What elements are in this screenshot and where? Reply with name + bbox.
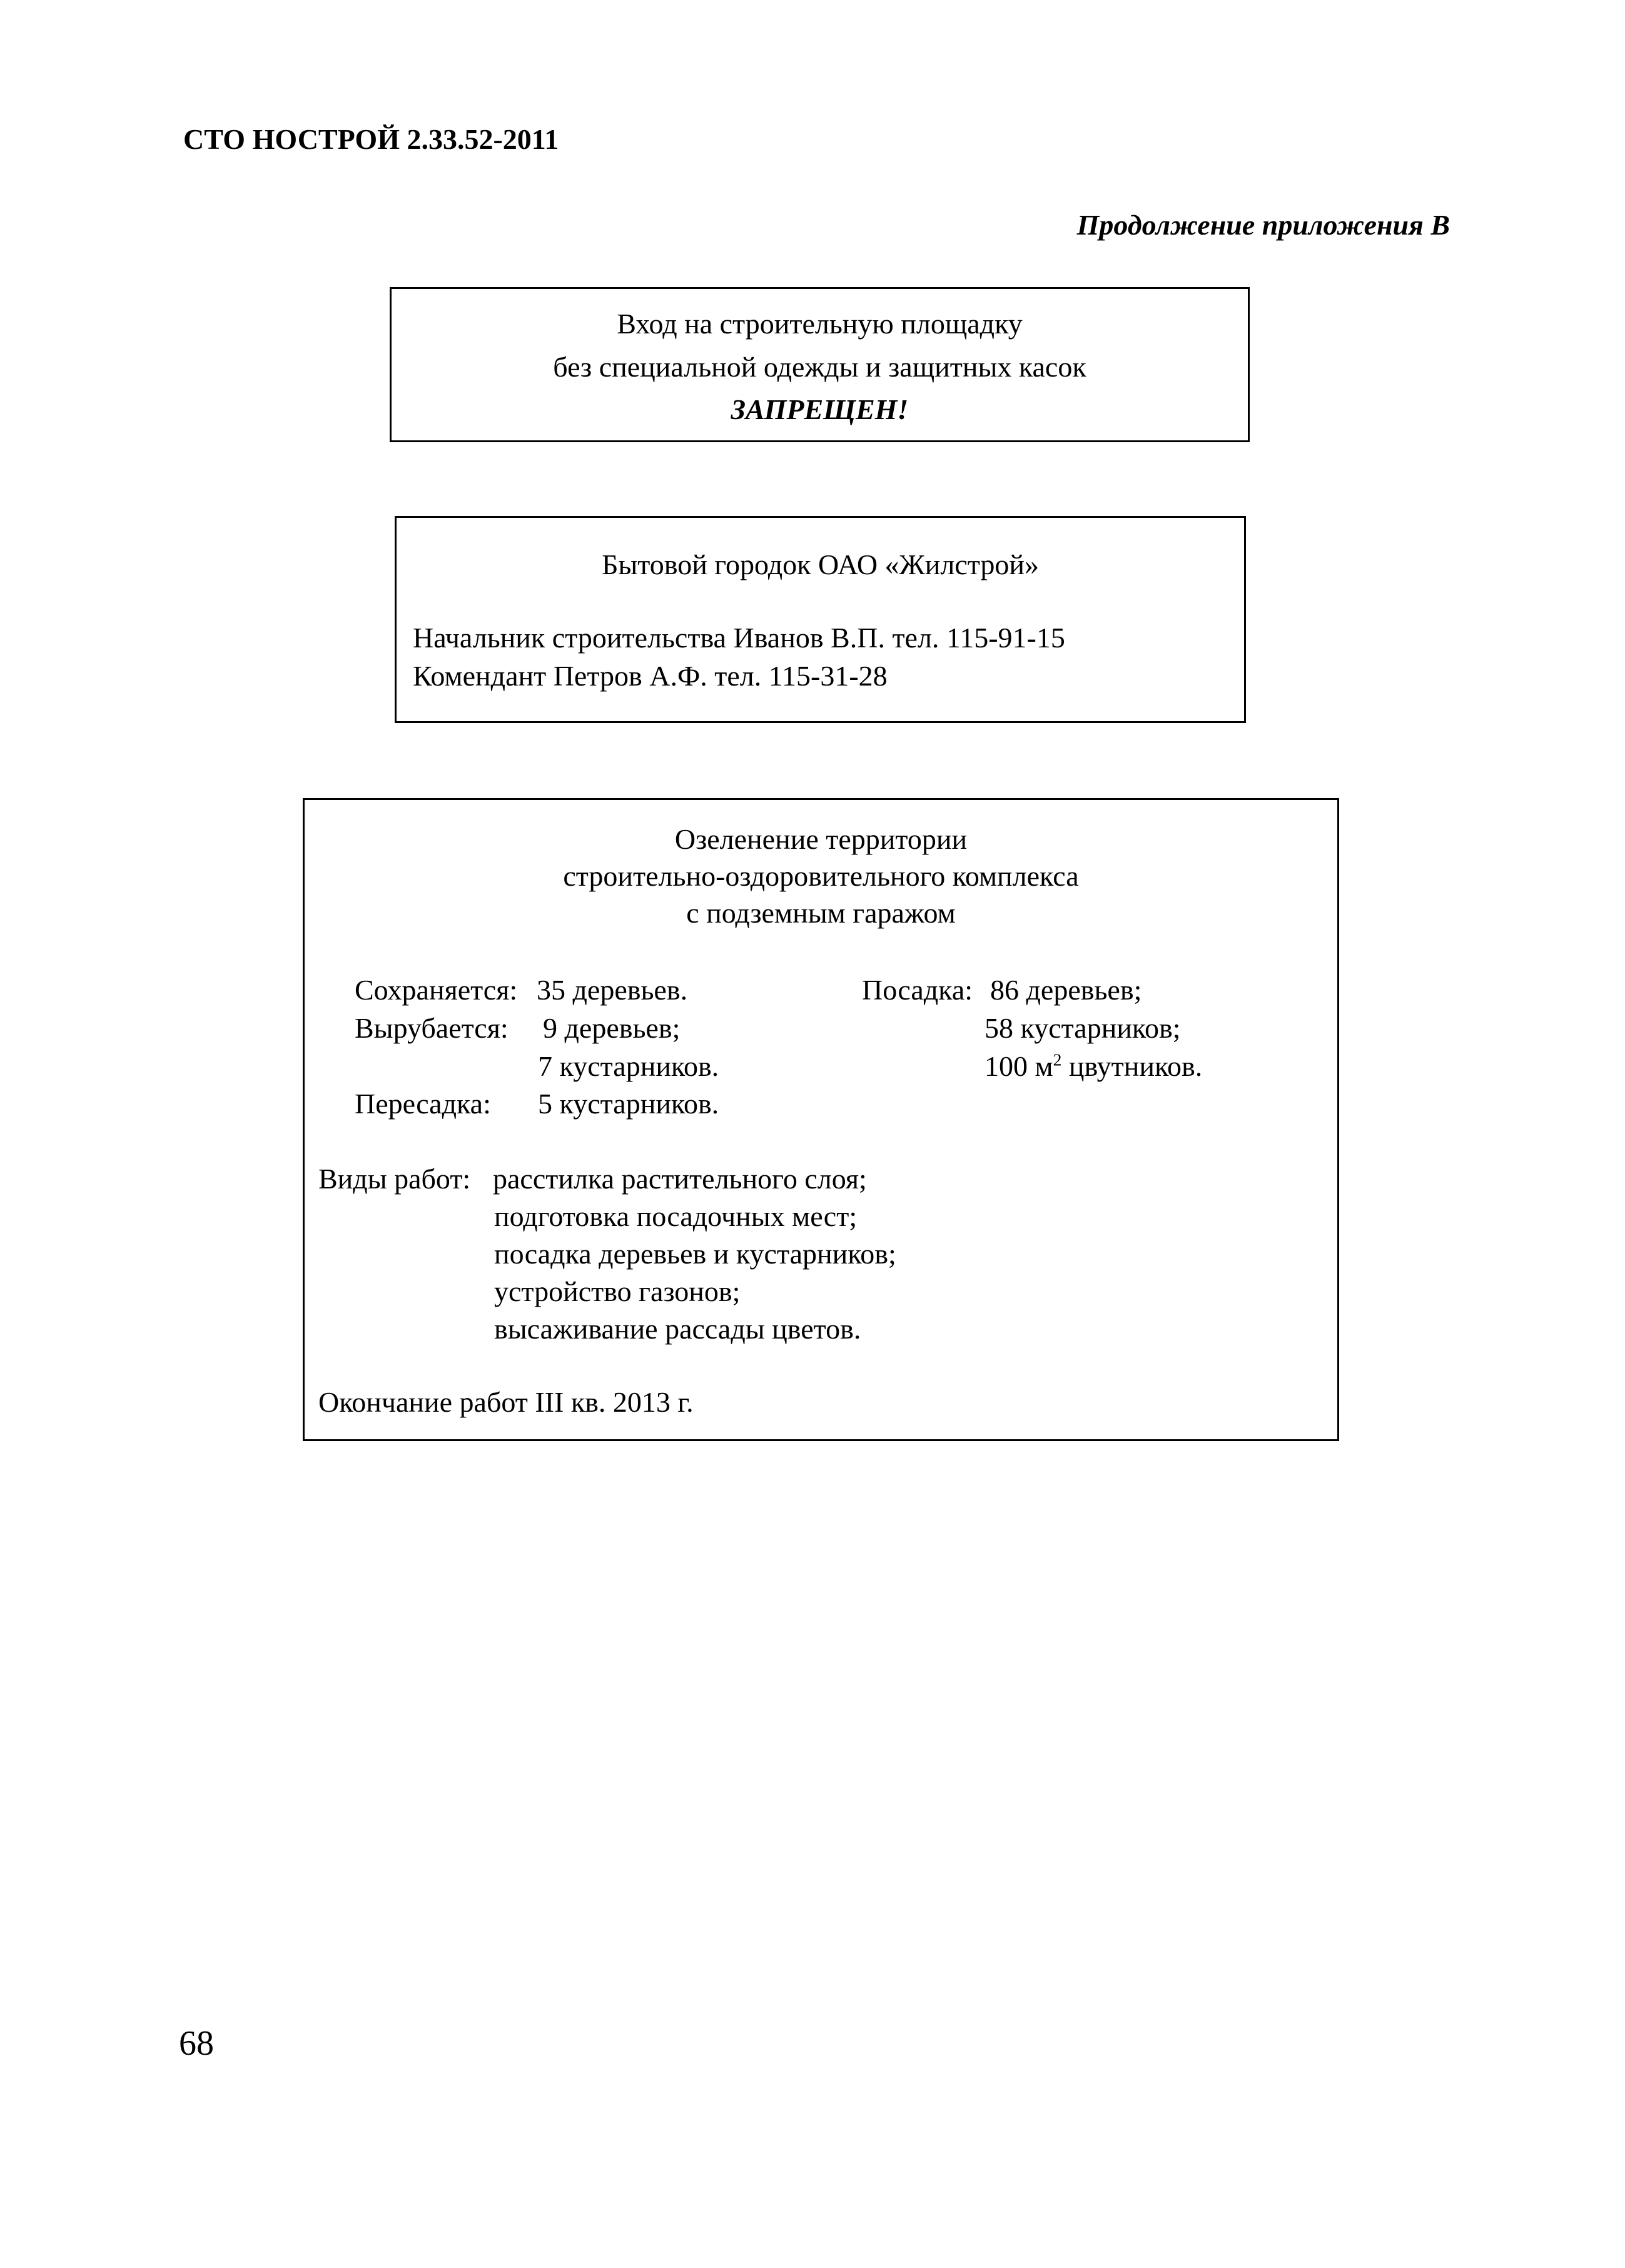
document-code: СТО НОСТРОЙ 2.33.52-2011 xyxy=(183,123,559,155)
sign-no-entry xyxy=(390,287,1250,442)
sign-landscaping-title-2: строительно-оздоровительного комплекса xyxy=(563,860,1079,892)
sign-site-camp-title: Бытовой городок ОАО «Жилстрой» xyxy=(601,549,1040,580)
completion-date: Окончание работ III кв. 2013 г. xyxy=(318,1386,694,1418)
sign-landscaping-title-1: Озеленение территории xyxy=(674,823,968,855)
cut-label: Вырубается: xyxy=(355,1012,509,1044)
kept-label: Сохраняется: xyxy=(355,974,518,1006)
sign-landscaping-title-3: с подземным гаражом xyxy=(686,897,956,929)
cut-value-trees: 9 деревьев; xyxy=(543,1012,681,1044)
sign-site-camp xyxy=(395,516,1246,723)
sign-no-entry-line-1: Вход на строительную площадку xyxy=(617,308,1023,340)
work-item: высаживание рассады цветов. xyxy=(494,1313,861,1345)
planting-value-flowerbeds xyxy=(985,1049,1202,1084)
work-item: расстилка растительного слоя; xyxy=(493,1163,867,1195)
sign-no-entry-line-3: ЗАПРЕЩЕН! xyxy=(731,393,909,425)
sign-landscaping xyxy=(303,798,1339,1441)
sign-site-camp-chief: Начальник строительства Иванов В.П. тел. 115-91-15 xyxy=(413,622,1065,654)
work-item: подготовка посадочных мест; xyxy=(494,1200,858,1232)
work-item: устройство газонов; xyxy=(494,1275,741,1307)
square-superscript: 2 xyxy=(1053,1050,1062,1070)
work-item: посадка деревьев и кустарников; xyxy=(494,1238,896,1270)
appendix-continuation: Продолжение приложения В xyxy=(1076,209,1450,241)
transplant-value: 5 кустарников. xyxy=(538,1088,719,1120)
transplant-label: Пересадка: xyxy=(355,1088,491,1120)
planting-value-trees: 86 деревьев; xyxy=(990,974,1142,1006)
flowerbeds-word: цвутников. xyxy=(1061,1050,1203,1082)
planting-value-shrubs: 58 кустарников; xyxy=(985,1012,1181,1044)
flowerbeds-area: 100 м xyxy=(985,1050,1053,1082)
sign-no-entry-line-2: без специальной одежды и защитных касок xyxy=(553,351,1086,383)
sign-site-camp-commandant: Комендант Петров А.Ф. тел. 115-31-28 xyxy=(413,660,888,692)
works-label: Виды работ: xyxy=(318,1163,471,1195)
kept-value: 35 деревьев. xyxy=(537,974,688,1006)
cut-value-shrubs: 7 кустарников. xyxy=(538,1050,719,1082)
planting-label: Посадка: xyxy=(862,974,973,1006)
page-number: 68 xyxy=(179,2024,214,2063)
